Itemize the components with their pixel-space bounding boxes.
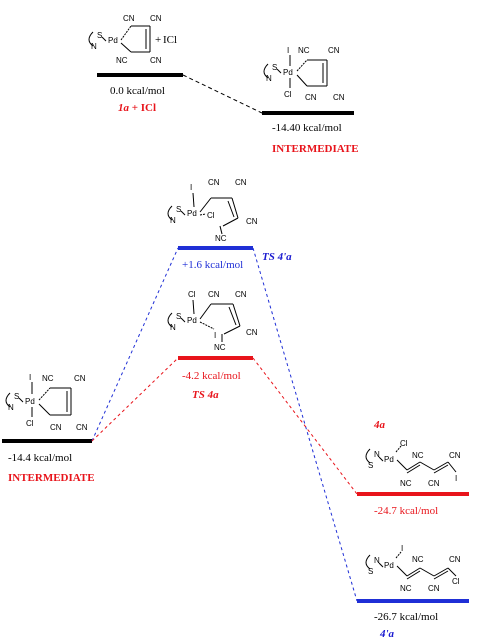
atom-cn: CN — [305, 93, 317, 102]
atom-cn: CN — [328, 46, 340, 55]
atom-i: I — [401, 544, 404, 553]
connector-int-ts-red — [92, 358, 178, 441]
atom-cn: CN — [208, 290, 220, 299]
structure-ts-blue — [168, 178, 258, 243]
atom-n: N — [170, 323, 176, 332]
atom-pd: Pd — [187, 316, 197, 325]
structure-product-red — [366, 439, 461, 488]
atom-i: I — [455, 474, 458, 483]
structure-ts-red — [168, 290, 258, 352]
atom-pd: Pd — [108, 36, 118, 45]
atom-s: S — [14, 392, 20, 401]
atom-cn: CN — [246, 217, 258, 226]
structure-intermediate-left — [6, 373, 88, 432]
atom-n: N — [266, 74, 272, 83]
atom-nc: NC — [214, 343, 226, 352]
energy-label-product-red: -24.7 kcal/mol — [374, 505, 439, 517]
atom-cn: CN — [428, 479, 440, 488]
energy-label-reactants: 0.0 kcal/mol — [110, 85, 165, 97]
atom-cn: CN — [150, 14, 162, 23]
atom-cl: Cl — [452, 577, 460, 586]
name-label-ts-red: TS 4a — [192, 389, 219, 401]
atom-cn: CN — [246, 328, 258, 337]
atom-cn: CN — [208, 178, 220, 187]
atom-pd: Pd — [187, 209, 197, 218]
atom-cn: CN — [123, 14, 135, 23]
name-label-product-red: 4a — [374, 419, 385, 431]
atom-cn: CN — [74, 374, 86, 383]
atom-s: S — [97, 31, 103, 40]
atom-cn: CN — [235, 178, 247, 187]
atom-n: N — [170, 216, 176, 225]
atom-n: N — [374, 450, 380, 459]
atom-pd: Pd — [384, 455, 394, 464]
connector-ts-blue-product — [253, 248, 357, 601]
atom-nc: NC — [116, 56, 128, 65]
name-label-ts-blue: TS 4'a — [262, 251, 292, 263]
structure-intermediate-top — [264, 46, 345, 102]
atom-cn: CN — [50, 423, 62, 432]
connector-int-ts-blue — [92, 248, 178, 441]
plus-sign: + — [155, 34, 162, 46]
atom-cn: CN — [333, 93, 345, 102]
atom-cn: CN — [449, 451, 461, 460]
structure-reactant-1a — [89, 14, 177, 65]
atom-nc: NC — [215, 234, 227, 243]
atom-icl: ICl — [163, 34, 178, 46]
atom-n: N — [374, 556, 380, 565]
atom-nc: NC — [412, 555, 424, 564]
atom-s: S — [176, 312, 182, 321]
name-label-product-blue: 4'a — [380, 628, 395, 640]
name-label-intermediate-left: INTERMEDIATE — [8, 472, 95, 484]
atom-pd: Pd — [283, 68, 293, 77]
name-label-reactants-plus: + ICl — [129, 102, 157, 114]
atom-nc: NC — [298, 46, 310, 55]
name-label-reactants-a: 1a — [118, 102, 129, 114]
atom-i: I — [29, 373, 32, 382]
atom-cn: CN — [76, 423, 88, 432]
name-label-reactants — [118, 102, 156, 114]
atom-i: I — [287, 46, 290, 55]
atom-s: S — [368, 461, 374, 470]
atom-s: S — [176, 205, 182, 214]
atom-n: N — [91, 42, 97, 51]
atom-cn: CN — [150, 56, 162, 65]
atom-s: S — [272, 63, 278, 72]
atom-s: S — [368, 567, 374, 576]
atom-cl: Cl — [400, 439, 408, 448]
connector-reactants-intermediate — [183, 75, 262, 113]
atom-pd: Pd — [384, 561, 394, 570]
atom-nc: NC — [42, 374, 54, 383]
atom-cl: Cl — [284, 90, 292, 99]
energy-label-product-blue: -26.7 kcal/mol — [374, 611, 439, 623]
energy-label-ts-red: -4.2 kcal/mol — [182, 370, 241, 382]
name-label-intermediate-top: INTERMEDIATE — [272, 143, 359, 155]
atom-cl: Cl — [26, 419, 34, 428]
atom-cl: Cl — [188, 290, 196, 299]
atom-nc: NC — [400, 479, 412, 488]
atom-i: I — [214, 331, 217, 340]
connector-ts-red-product — [253, 358, 357, 494]
atom-cn: CN — [449, 555, 461, 564]
energy-label-ts-blue: +1.6 kcal/mol — [182, 259, 244, 271]
atom-cl: Cl — [207, 211, 215, 220]
energy-label-intermediate-left: -14.4 kcal/mol — [8, 452, 73, 464]
structure-product-blue — [366, 544, 461, 593]
atom-nc: NC — [412, 451, 424, 460]
atom-pd: Pd — [25, 397, 35, 406]
atom-cn: CN — [428, 584, 440, 593]
atom-n: N — [8, 403, 14, 412]
energy-label-intermediate-top: -14.40 kcal/mol — [272, 122, 342, 134]
atom-i: I — [190, 183, 193, 192]
atom-nc: NC — [400, 584, 412, 593]
atom-cn: CN — [235, 290, 247, 299]
